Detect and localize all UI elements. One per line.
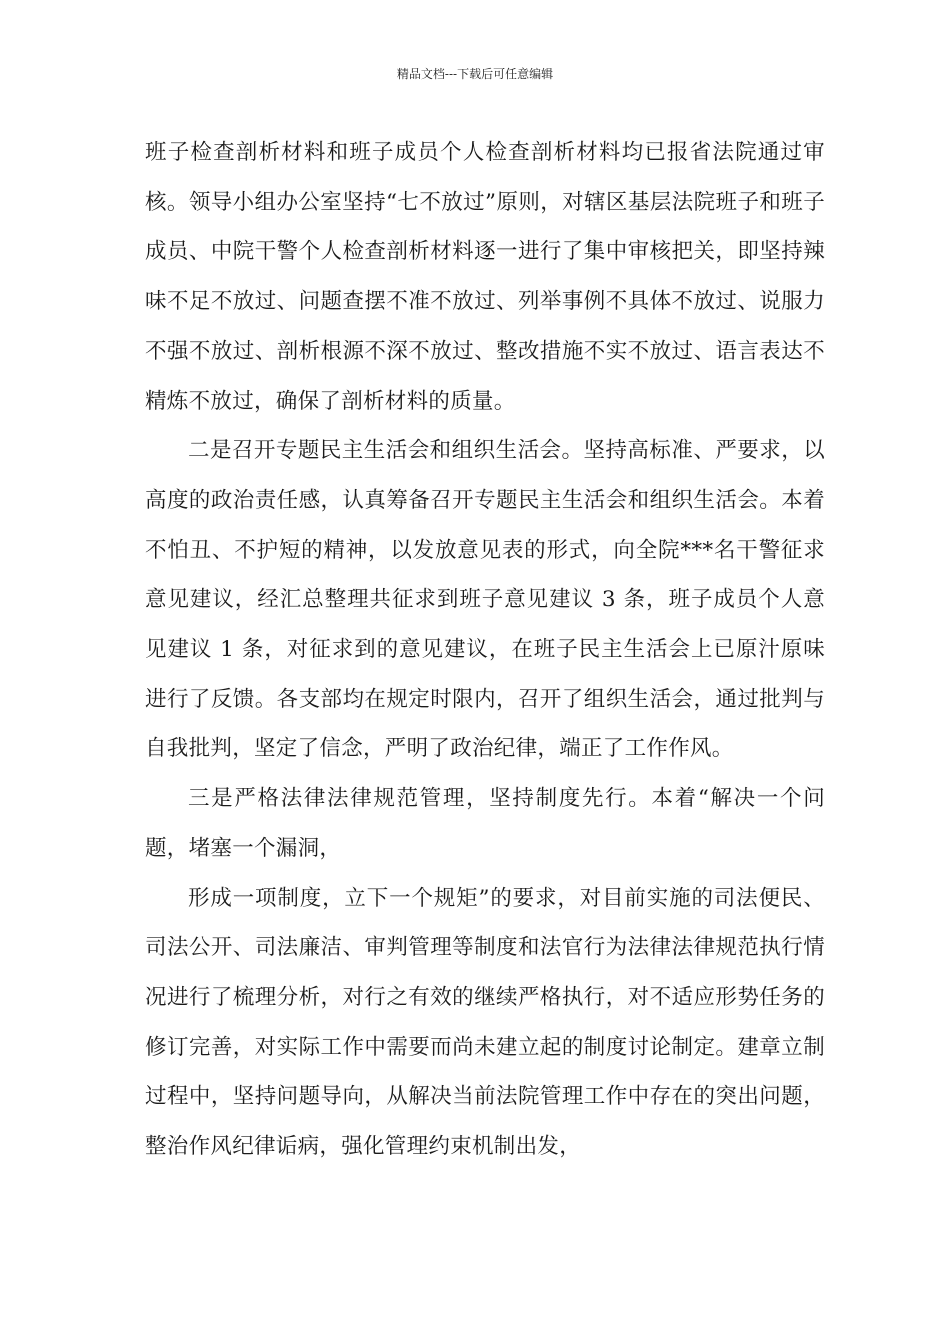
page-header: 精品文档---下载后可任意编辑 (396, 67, 554, 81)
paragraph-1: 班子检查剖析材料和班子成员个人检查剖析材料均已报省法院通过审核。领导小组办公室坚持“七不放过”原则，对辖区基层法院班子和班子成员、中院干警个人检查剖析材料逐一进行了集中审核把关，即坚持辣味不足不放过、问题查摆不准不放过、列举事例不具体不放过、说服力不强不放过、剖析根源不深不放过、整改措施不实不放过、语言表达不精炼不放过，确保了剖析材料的质量。 (145, 140, 825, 414)
paragraph-4: 形成一项制度，立下一个规矩”的要求，对目前实施的司法便民、司法公开、司法廉洁、审判管理等制度和法官行为法律法律规范执行情况进行了梳理分析，对行之有效的继续严格执行，对不适应形势任务的修订完善，对实际工作中需要而尚未建立起的制度讨论制定。建章立制过程中，坚持问题导向，从解决当前法院管理工作中存在的突出问题，整治作风纪律诟病，强化管理约束机制出发， (145, 885, 825, 1160)
document-body (145, 128, 825, 1172)
paragraph-2: 二是召开专题民主生活会和组织生活会。坚持高标准、严要求，以高度的政治责任感，认真筹备召开专题民主生活会和组织生活会。本着不怕丑、不护短的精神，以发放意见表的形式，向全院***名干警征求意见建议，经汇总整理共征求到班子意见建议 3 条，班子成员个人意见建议 1 条，对征求到的意见建议，在班子民主生活会上已原汁原味进行了反馈。各支部均在规定时限内，召开了组织生活会，通过批判与自我批判，坚定了信念，严明了政治纪律，端正了工作作风。 (145, 438, 825, 762)
paragraph-3: 三是严格法律法律规范管理，坚持制度先行。本着“解决一个问题，堵塞一个漏洞， (145, 786, 825, 861)
